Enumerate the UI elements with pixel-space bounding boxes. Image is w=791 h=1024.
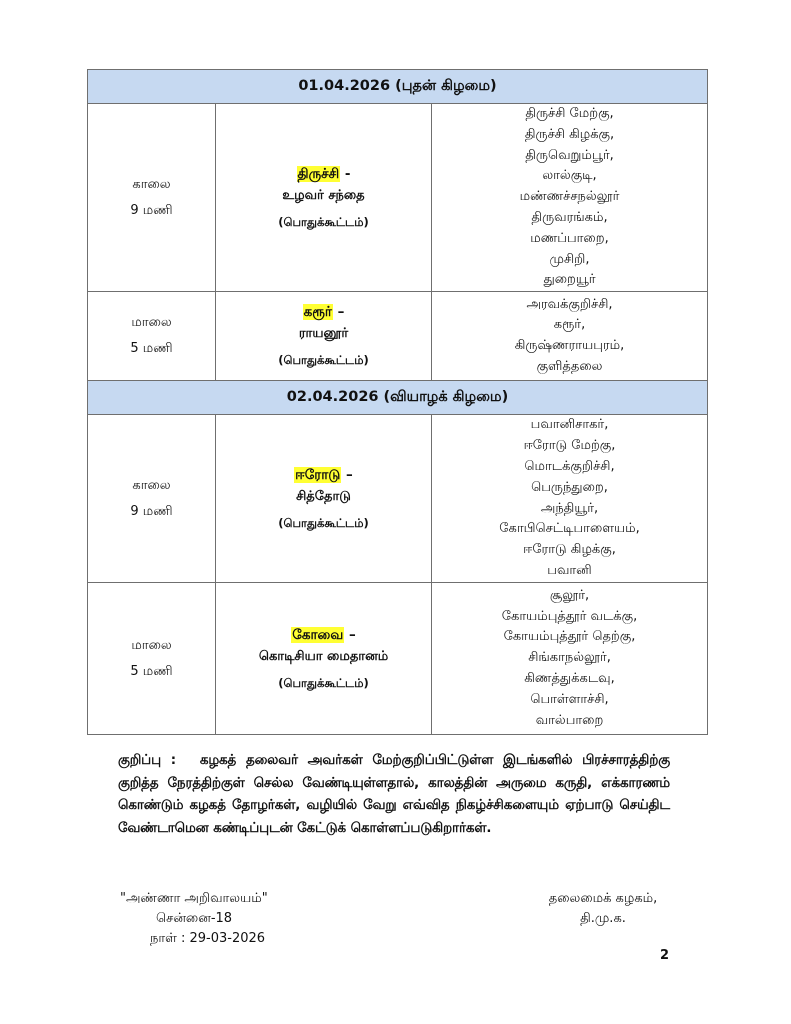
constituency-item: முசிறி, <box>549 251 590 267</box>
day-header-row <box>88 381 708 415</box>
city-separator: – <box>332 304 345 321</box>
venue-name: உழவர் சந்தை <box>282 187 365 203</box>
session-venue <box>216 583 432 735</box>
meeting-type: (பொதுக்கூட்டம்) <box>278 353 369 368</box>
constituency-list <box>432 292 708 381</box>
session-row <box>88 104 708 292</box>
constituency-item: அரவக்குறிச்சி, <box>526 296 613 312</box>
day-header-row <box>88 70 708 104</box>
meeting-type: (பொதுக்கூட்டம்) <box>278 214 369 229</box>
constituency-item: சூலூர், <box>549 587 590 603</box>
venue-name: கொடிசியா மைதானம் <box>258 648 389 664</box>
session-row <box>88 292 708 381</box>
page-number: 2 <box>660 948 670 963</box>
city-separator: – <box>341 466 353 483</box>
venue-name: சித்தோடு <box>296 488 351 504</box>
constituency-item: கிணத்துக்கடவு, <box>524 671 615 687</box>
day-heading: 01.04.2026 (புதன் கிழமை) <box>88 70 708 104</box>
session-hour: 5 மணி <box>130 341 173 357</box>
city-name: கோவை <box>292 626 344 643</box>
constituency-item: பெருந்துறை, <box>531 479 608 495</box>
city-name: கரூர் <box>303 304 332 321</box>
meeting-type: (பொதுக்கூட்டம்) <box>278 515 369 530</box>
venue-name: ராயனூர் <box>298 326 349 342</box>
issuer-party: தி.மு.க. <box>580 911 626 926</box>
session-venue <box>216 104 432 292</box>
constituency-list <box>432 415 708 583</box>
constituency-item: மணப்பாறை, <box>530 230 609 246</box>
footer-signature <box>528 889 678 929</box>
session-period: மாலை <box>131 637 172 653</box>
session-period: காலை <box>132 176 171 192</box>
note-paragraph <box>118 750 670 840</box>
constituency-list <box>432 583 708 735</box>
constituency-item: அந்தியூர், <box>540 500 599 516</box>
city-name: திருச்சி <box>297 165 340 182</box>
constituency-item: கோயம்புத்தூர் தெற்கு, <box>503 629 636 645</box>
session-venue <box>216 415 432 583</box>
meeting-type: (பொதுக்கூட்டம்) <box>278 675 369 690</box>
constituency-item: திருச்சி மேற்கு, <box>525 106 614 121</box>
document-date: நாள் : 29-03-2026 <box>150 931 266 946</box>
session-hour: 9 மணி <box>130 503 173 519</box>
constituency-item: கோபிசெட்டிபாளையம், <box>499 521 640 537</box>
session-row <box>88 583 708 735</box>
session-time <box>88 583 216 735</box>
constituency-item: துறையூர் <box>543 272 596 288</box>
constituency-item: சிங்காநல்லூர், <box>528 650 611 666</box>
office-name: "அண்ணா அறிவாலயம்" <box>120 891 268 906</box>
constituency-list <box>432 104 708 292</box>
constituency-item: ஈரோடு மேற்கு, <box>523 438 616 454</box>
note-label: குறிப்பு : <box>118 753 177 768</box>
constituency-item: கோயம்புத்தூர் வடக்கு, <box>501 608 638 624</box>
schedule-table <box>87 69 708 735</box>
session-period: காலை <box>132 477 171 493</box>
session-venue <box>216 292 432 381</box>
constituency-item: பொள்ளாச்சி, <box>530 691 609 707</box>
session-hour: 5 மணி <box>130 663 173 679</box>
issuer-name: தலைமைக் கழகம், <box>548 891 658 906</box>
city-separator: - <box>340 165 351 182</box>
office-city: சென்னை-18 <box>156 911 233 926</box>
footer-address <box>120 889 268 949</box>
constituency-item: வால்பாறை <box>535 712 604 728</box>
constituency-item: திருவெறும்பூர், <box>525 147 614 163</box>
constituency-item: லால்குடி, <box>542 168 597 184</box>
session-period: மாலை <box>131 315 172 331</box>
day-heading: 02.04.2026 (வியாழக் கிழமை) <box>88 381 708 415</box>
constituency-item: ஈரோடு கிழக்கு, <box>523 542 616 558</box>
constituency-item: மொடக்குறிச்சி, <box>524 459 615 475</box>
constituency-item: பவானி <box>547 563 592 579</box>
session-row <box>88 415 708 583</box>
constituency-item: கரூர், <box>553 317 586 333</box>
city-separator: – <box>344 626 356 643</box>
session-hour: 9 மணி <box>130 202 173 218</box>
constituency-item: பவானிசாகர், <box>530 417 609 433</box>
constituency-item: குளித்தலை <box>536 358 603 374</box>
city-name: ஈரோடு <box>295 466 341 483</box>
session-time <box>88 104 216 292</box>
constituency-item: திருவரங்கம், <box>531 209 608 225</box>
session-time <box>88 292 216 381</box>
constituency-item: மண்ணச்சநல்லூர் <box>519 189 620 205</box>
note-text: கழகத் தலைவர் அவர்கள் மேற்குறிப்பிட்டுள்ள இடங்களில் பிரச்சாரத்திற்கு குறித்த நேரத்திற்குள் செல்ல வேண்டியுள்ளதால், காலத்தின் அருமை கருதி, எக்காரணம் கொண்டும் கழகத் தோழர்கள், வழியில் வேறு எவ்வித நிகழ்ச்சிகளையும் ஏற்பாடு செய்திட வேண்டாமென கண்டிப்புடன் கேட்டுக் கொள்ளப்படுகிறார்கள். <box>118 753 670 836</box>
constituency-item: திருச்சி கிழக்கு, <box>524 126 615 142</box>
session-time <box>88 415 216 583</box>
constituency-item: கிருஷ்ணராயபுரம், <box>514 338 625 354</box>
